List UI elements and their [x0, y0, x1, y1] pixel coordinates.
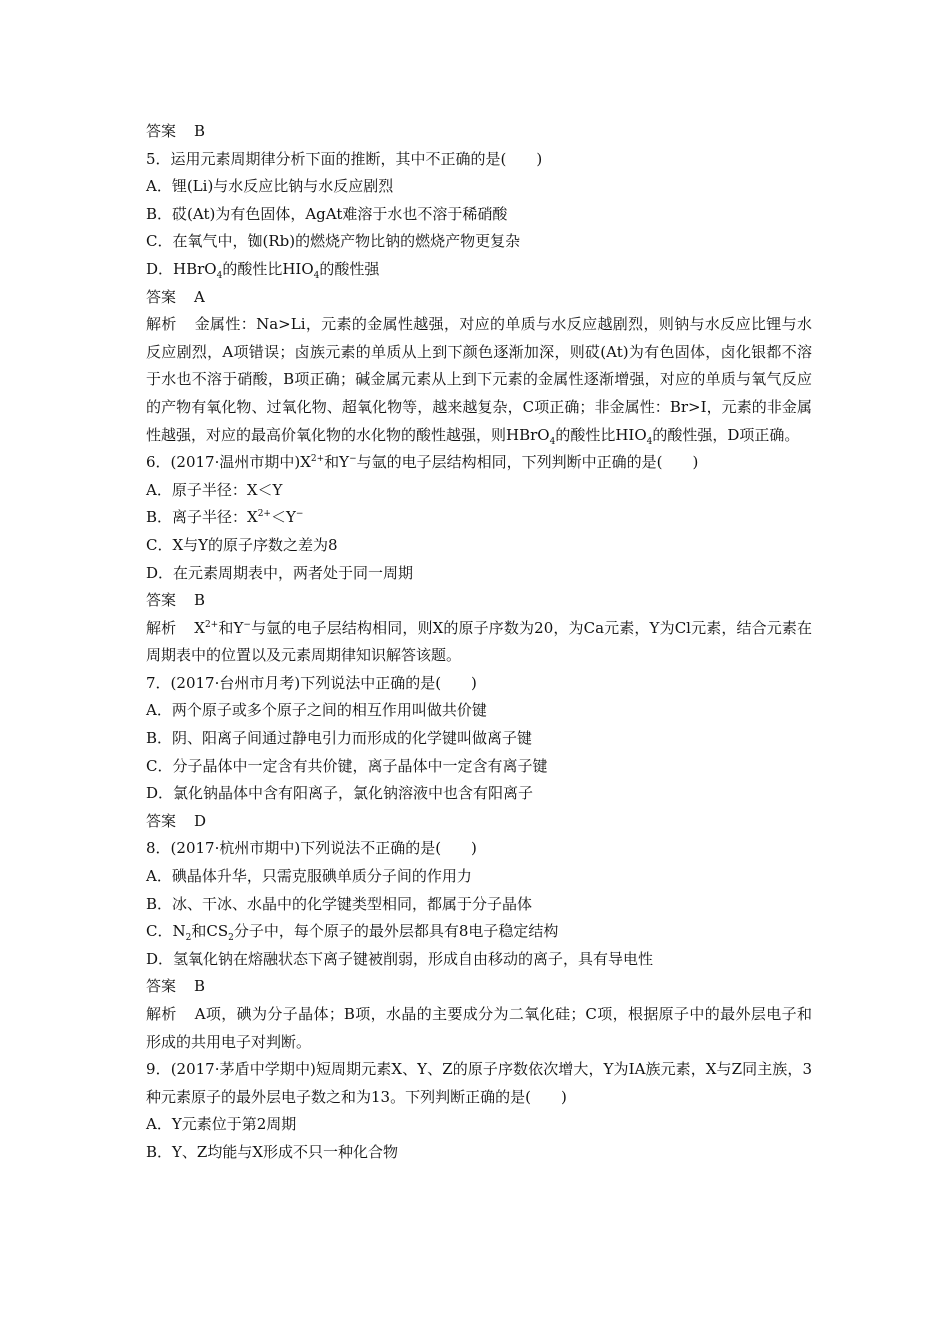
superscript: −	[349, 454, 357, 465]
answer-label: 答案	[146, 287, 177, 306]
q7-answer	[146, 808, 812, 836]
superscript: −	[295, 509, 304, 520]
text-run: B．离子半径：X	[146, 508, 258, 527]
q7-option-b: B．阴、阳离子间通过静电引力而形成的化学键叫做离子键	[146, 729, 533, 748]
q5-answer	[146, 284, 812, 312]
q5-analysis	[146, 311, 812, 449]
text-run: 的酸性强	[319, 259, 380, 278]
analysis-label: 解析	[146, 618, 177, 637]
subscript: 2	[185, 933, 192, 944]
q8-option-b: B．冰、干冰、水晶中的化学键类型相同，都属于分子晶体	[146, 894, 533, 913]
superscript: −	[243, 619, 251, 630]
q7-option-c: C．分子晶体中一定含有共价键，离子晶体中一定含有离子键	[146, 756, 548, 775]
text-run: 分子中，每个原子的最外层都具有8电子稳定结构	[233, 922, 559, 941]
text-run: 与氩的电子层结构相同，下列判断中正确的是( )	[356, 453, 699, 472]
page-content	[146, 118, 812, 1167]
q8-answer	[146, 973, 812, 1001]
q6-analysis	[146, 615, 812, 670]
analysis-label: 解析	[146, 315, 177, 334]
q4-answer	[146, 118, 812, 146]
answer-value: B	[194, 591, 206, 610]
superscript: 2+	[257, 509, 271, 520]
q6-answer	[146, 587, 812, 615]
q8-option-d: D．氢氧化钠在熔融状态下离子键被削弱，形成自由移动的离子，具有导电性	[146, 949, 654, 968]
text-run: 和CS	[191, 922, 229, 941]
q9-option-a: A．Y元素位于第2周期	[146, 1115, 297, 1134]
q6-stem	[146, 449, 812, 477]
q6-option-d: D．在元素周期表中，两者处于同一周期	[146, 563, 414, 582]
subscript: 4	[549, 436, 556, 447]
answer-label: 答案	[146, 122, 177, 140]
q6-option-b	[146, 504, 812, 532]
q5-stem: 5．运用元素周期律分析下面的推断，其中不正确的是( )	[146, 149, 543, 168]
text-run: C．N	[146, 922, 186, 941]
subscript: 4	[646, 436, 653, 447]
answer-label: 答案	[146, 591, 177, 610]
text-run: 6．(2017·温州市期中)X	[146, 453, 311, 472]
text-run: 与氩的电子层结构相同，则X的原子序数为20，为Ca元素，Y为Cl元素，结合元素在周期表中的位置以及元素周期律知识解答该题。	[146, 618, 812, 665]
q8-option-c	[146, 918, 812, 946]
text-run: 金属性：Na>Li，元素的金属性越强，对应的单质与水反应越剧烈，则钠与水反应比锂与水反应剧烈，A项错误；卤族元素的单质从上到下颜色逐渐加深，则砹(At)为有色固体，卤化银都不溶于水也不溶于硝酸，B项正确；碱金属元素从上到下元素的金属性逐渐增强，对应的单质与氧气反应的产物有氧化物、过氧化物、超氧化物等，越来越复杂，C项正确；非金属性：Br>I，元素的非金属性越强，对应的最高价氧化物的水化物的酸性越强，则HBrO	[146, 315, 812, 444]
text-run: X	[194, 618, 205, 637]
q6-option-a: A．原子半径：X＜Y	[146, 480, 283, 499]
superscript: 2+	[204, 619, 219, 630]
text-run: D．HBrO	[146, 259, 217, 278]
text-run: ＜Y	[270, 508, 296, 527]
q7-option-a: A．两个原子或多个原子之间的相互作用叫做共价键	[146, 701, 487, 720]
q5-option-d	[146, 256, 812, 284]
q5-option-a: A．锂(Li)与水反应比钠与水反应剧烈	[146, 177, 394, 196]
q8-analysis	[146, 1001, 812, 1056]
analysis-label: 解析	[146, 1005, 177, 1023]
text-run: 和Y	[218, 618, 244, 637]
q5-option-c: C．在氧气中，铷(Rb)的燃烧产物比钠的燃烧产物更复杂	[146, 232, 521, 251]
answer-value: A	[194, 287, 205, 306]
q9-option-b: B．Y、Z均能与X形成不只一种化合物	[146, 1142, 399, 1161]
q5-option-b: B．砹(At)为有色固体，AgAt难溶于水也不溶于稀硝酸	[146, 204, 508, 223]
q7-stem: 7．(2017·台州市月考)下列说法中正确的是( )	[146, 673, 477, 692]
q7-option-d: D．氯化钠晶体中含有阳离子，氯化钠溶液中也含有阳离子	[146, 784, 534, 803]
q8-stem: 8．(2017·杭州市期中)下列说法不正确的是( )	[146, 839, 477, 858]
superscript: 2+	[310, 454, 325, 465]
text-run: 的酸性比HIO	[555, 425, 647, 444]
subscript: 4	[216, 270, 223, 281]
answer-value: D	[194, 811, 207, 830]
text-run: A项，碘为分子晶体；B项，水晶的主要成分为二氧化硅；C项，根据原子中的最外层电子和形成的共用电子对判断。	[146, 1005, 812, 1051]
answer-label: 答案	[146, 977, 177, 996]
answer-value: B	[194, 122, 206, 140]
text-run: 的酸性比HIO	[222, 259, 314, 278]
text-run: 的酸性强，D项正确。	[652, 425, 800, 444]
answer-label: 答案	[146, 811, 177, 830]
text-run: 和Y	[324, 453, 350, 472]
q8-option-a: A．碘晶体升华，只需克服碘单质分子间的作用力	[146, 867, 472, 886]
subscript: 2	[228, 933, 234, 944]
q6-option-c: C．X与Y的原子序数之差为8	[146, 535, 338, 554]
answer-value: B	[194, 977, 206, 996]
q9-stem: 9．(2017·茅盾中学期中)短周期元素X、Y、Z的原子序数依次增大，Y为ⅠA族元素，X与Z同主族，3种元素原子的最外层电子数之和为13。下列判断正确的是( )	[146, 1060, 812, 1106]
subscript: 4	[313, 270, 320, 281]
